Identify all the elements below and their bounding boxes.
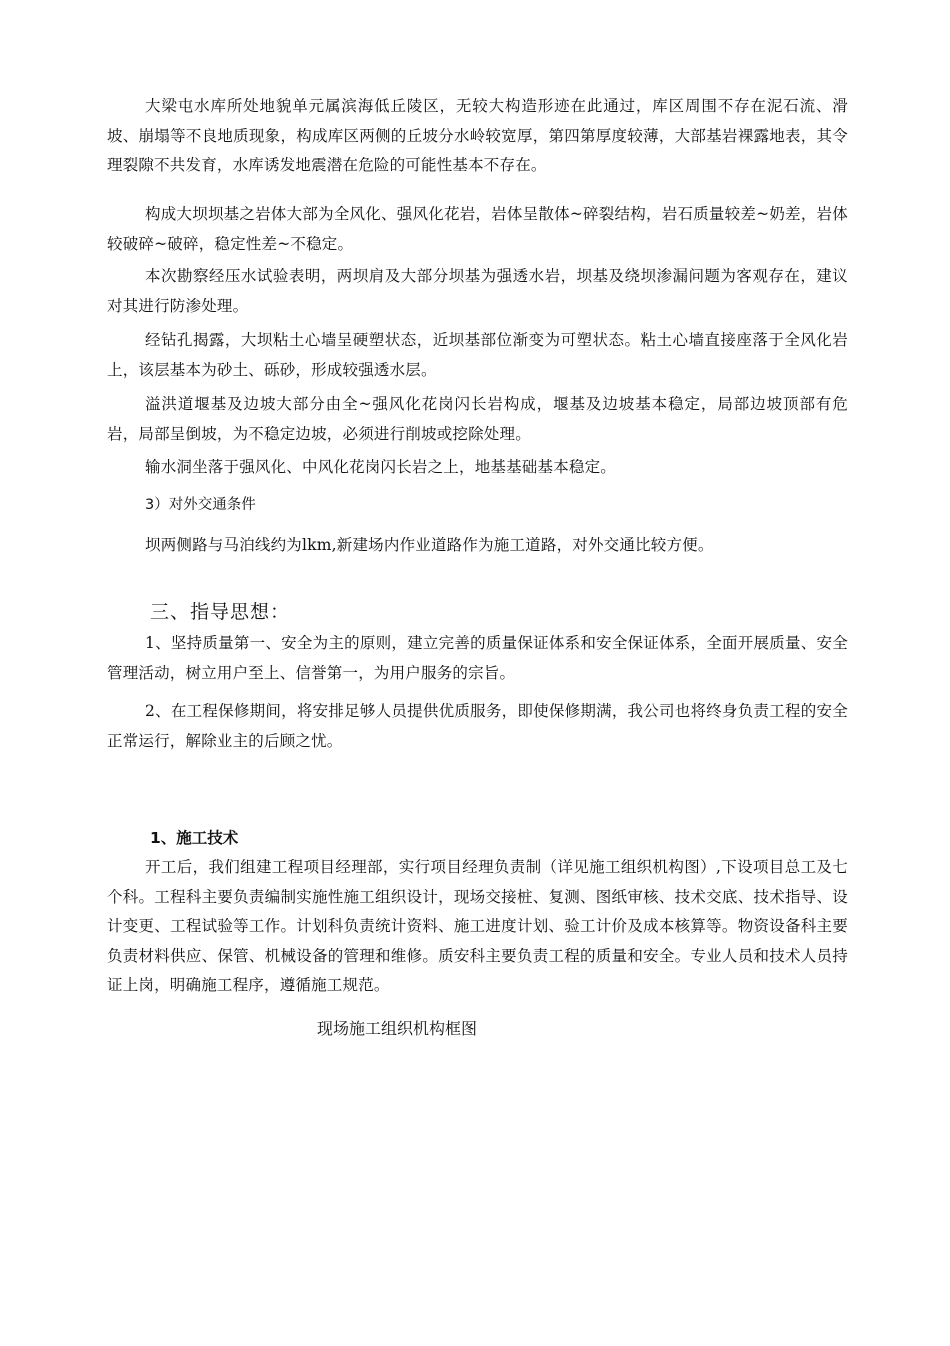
paragraph-project-management: 开工后，我们组建工程项目经理部，实行项目经理负责制（详见施工组织机构图）,下设项目总工及七个科。工程科主要负责编制实施性施工组织设计，现场交接桩、复测、图纸审核、技术交底、技术指导、设计变更、工程试验等工作。计划科负责统计资料、施工进度计划、验工计价及成本核算等。物资设备科主要负责材料供应、保管、机械设备的管理和维修。质安科主要负责工程的质量和安全。专业人员和技术人员持证上岗，明确施工程序，遵循施工规范。 [107, 858, 848, 994]
paragraph-traffic-roads: 坝两侧路与马泊线约为lkm,新建场内作业道路作为施工道路，对外交通比较方便。 [145, 536, 714, 554]
figure-caption-org-chart: 现场施工组织机构框图 [317, 1019, 478, 1038]
guiding-point-1: 1、坚持质量第一、安全为主的原则，建立完善的质量保证体系和安全保证体系，全面开展质量、安全管理活动，树立用户至上、信誉第一，为用户服务的宗旨。 [107, 634, 848, 682]
guiding-point-2: 2、在工程保修期间，将安排足够人员提供优质服务，即使保修期满，我公司也将终身负责工程的安全正常运行，解除业主的后顾之忧。 [107, 702, 848, 750]
subheading-construction-technique: 1、施工技术 [150, 829, 239, 847]
item-external-traffic: 3）对外交通条件 [145, 497, 256, 513]
paragraph-reservoir-geology: 大梁屯水库所处地貌单元属滨海低丘陵区，无较大构造形迹在此通过，库区周围不存在泥石流、滑坡、崩塌等不良地质现象，构成库区两侧的丘坡分水岭较宽厚，第四第厚度较薄，大部基岩裸露地表，其令理裂隙不共发育，水库诱发地震潜在危险的可能性基本不存在。 [107, 97, 848, 174]
paragraph-spillway-slope: 溢洪道堰基及边坡大部分由全~强风化花岗闪长岩构成，堰基及边坡基本稳定，局部边坡顶部有危岩，局部呈倒坡，为不稳定边坡，必须进行削坡或挖除处理。 [107, 395, 848, 443]
paragraph-clay-core-wall: 经钻孔揭露，大坝粘土心墙呈硬塑状态，近坝基部位渐变为可塑状态。粘土心墙直接座落于全风化岩上，该层基本为砂土、砾砂，形成较强透水层。 [107, 331, 848, 379]
paragraph-outlet-tunnel: 输水洞坐落于强风化、中风化花岗闪长岩之上，地基基础基本稳定。 [145, 458, 617, 476]
paragraph-permeability-test: 本次勘察经压水试验表明，两坝肩及大部分坝基为强透水岩，坝基及绕坝渗漏问题为客观存在，建议对其进行防渗处理。 [107, 267, 848, 315]
paragraph-dam-foundation-rock: 构成大坝坝基之岩体大部为全风化、强风化花岩，岩体呈散体~碎裂结构，岩石质量较差~奶差，岩体较破碎~破碎，稳定性差~不稳定。 [107, 205, 848, 253]
section-heading-guiding-thought: 三、指导思想： [150, 601, 291, 623]
